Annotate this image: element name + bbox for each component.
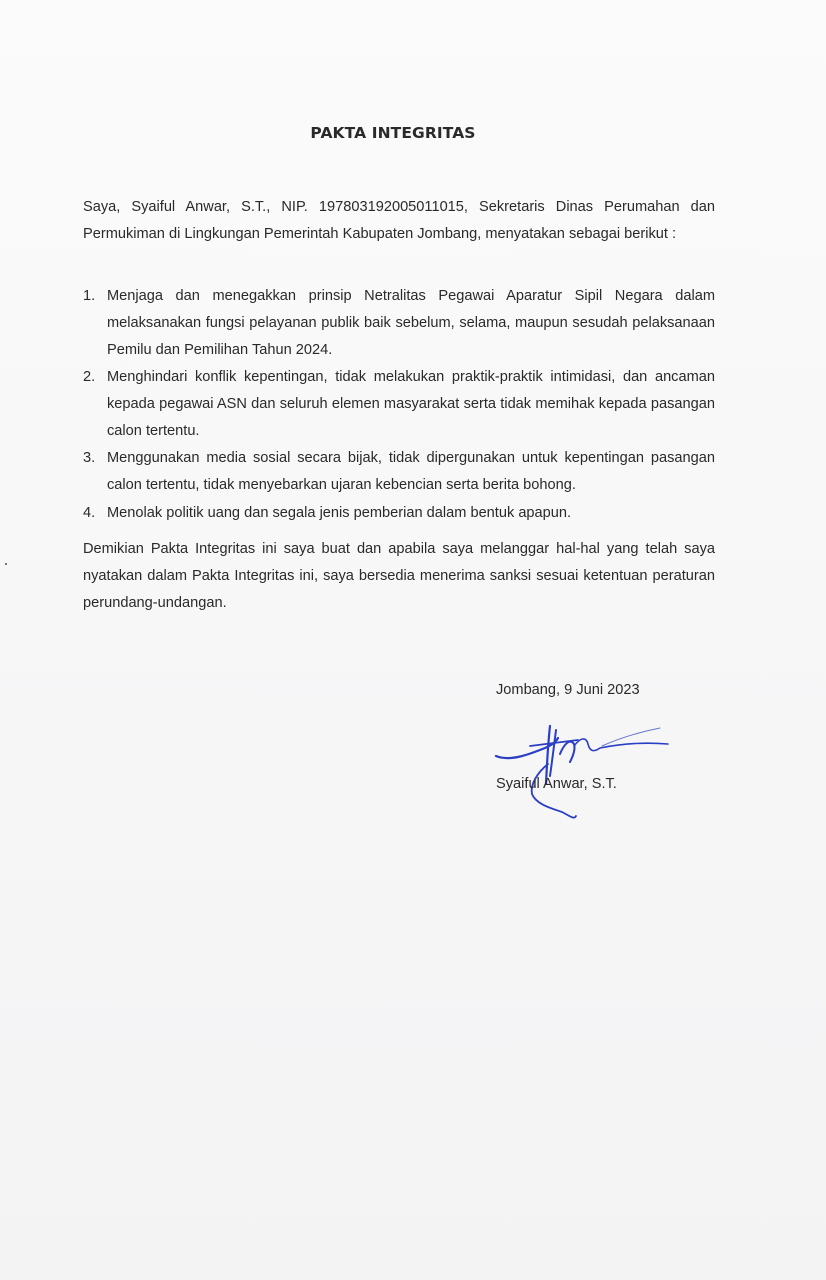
list-number: 3. bbox=[83, 450, 96, 466]
list-item bbox=[83, 445, 715, 499]
scan-speck bbox=[5, 563, 7, 565]
list-item bbox=[83, 283, 715, 364]
list-text: Menjaga dan menegakkan prinsip Netralitas Pegawai Aparatur Sipil Negara dalam melaksanakan fungsi pelayanan publik baik sebelum, selama, maupun sesudah pelaksanaan Pemilu dan Pemilihan Tahun 2024. bbox=[107, 288, 715, 358]
intro-paragraph: Saya, Syaiful Anwar, S.T., NIP. 197803192005011015, Sekretaris Dinas Perumahan dan Permukiman di Lingkungan Pemerintah Kabupaten Jombang, menyatakan sebagai berikut : bbox=[83, 199, 715, 242]
signer-name: Syaiful Anwar, S.T. bbox=[496, 776, 617, 792]
commitment-list bbox=[83, 283, 715, 527]
handwritten-signature bbox=[490, 724, 680, 824]
document-title: PAKTA INTEGRITAS bbox=[310, 124, 476, 142]
list-text: Menolak politik uang dan segala jenis pemberian dalam bentuk apapun. bbox=[107, 505, 572, 521]
list-text: Menghindari konflik kepentingan, tidak melakukan praktik-praktik intimidasi, dan ancaman kepada pegawai ASN dan seluruh elemen masyarakat serta tidak memihak kepada pasangan calon tertentu. bbox=[107, 369, 715, 439]
list-item bbox=[83, 364, 715, 445]
place-date: Jombang, 9 Juni 2023 bbox=[496, 682, 640, 698]
closing-paragraph: Demikian Pakta Integritas ini saya buat dan apabila saya melanggar hal-hal yang telah saya nyatakan dalam Pakta Integritas ini, saya bersedia menerima sanksi sesuai ketentuan peraturan perundang-undangan. bbox=[83, 541, 715, 611]
list-number: 1. bbox=[83, 288, 96, 304]
list-number: 4. bbox=[83, 505, 96, 521]
list-number: 2. bbox=[83, 369, 96, 385]
list-item bbox=[83, 500, 715, 527]
list-text: Menggunakan media sosial secara bijak, tidak dipergunakan untuk kepentingan pasangan calon tertentu, tidak menyebarkan ujaran kebencian serta berita bohong. bbox=[107, 450, 715, 493]
